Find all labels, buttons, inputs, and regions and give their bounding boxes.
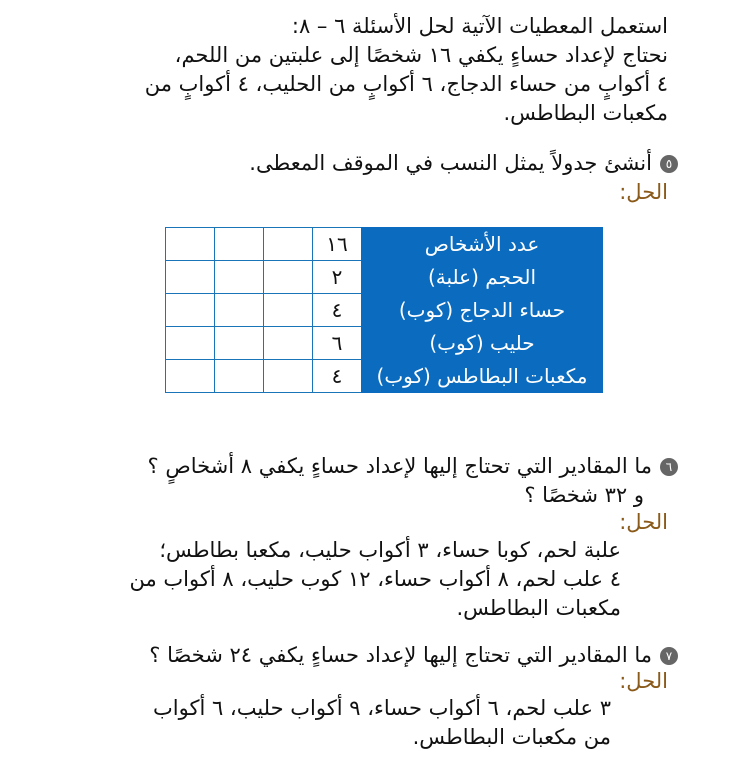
question-7 [149, 641, 678, 670]
intro-line-1: استعمل المعطيات الآتية لحل الأسئلة ٦ – ٨: [291, 14, 668, 38]
question-5-text: أنشئ جدولاً يمثل النسب في الموقف المعطى. [249, 151, 652, 175]
table-cell-empty [264, 327, 313, 360]
table-cell-empty [264, 261, 313, 294]
answer-6-line-2: ٤ علب لحم، ٨ أكواب حساء، ١٢ كوب حليب، ٨ أكواب من [129, 567, 621, 591]
table-row [166, 261, 603, 294]
table-cell-value: ١٦ [313, 228, 362, 261]
table-row-label: مكعبات البطاطس (كوب) [362, 360, 603, 393]
table-row-label: عدد الأشخاص [362, 228, 603, 261]
table-cell-empty [215, 228, 264, 261]
intro-line-2: نحتاج لإعداد حساءٍ يكفي ١٦ شخصًا إلى علبتين من اللحم، [174, 43, 668, 67]
table-cell-empty [166, 261, 215, 294]
answer-6-line-1: علبة لحم، كوبا حساء، ٣ أكواب حليب، مكعبا بطاطس؛ [159, 538, 621, 562]
question-5 [249, 149, 678, 178]
table-cell-empty [215, 294, 264, 327]
table-row-label: حساء الدجاج (كوب) [362, 294, 603, 327]
question-6 [148, 452, 678, 481]
table-row [166, 228, 603, 261]
table-cell-value: ٢ [313, 261, 362, 294]
table-cell-value: ٤ [313, 294, 362, 327]
solution-label-7: الحل: [619, 669, 668, 693]
table-cell-empty [264, 294, 313, 327]
question-7-text: ما المقادير التي تحتاج إليها لإعداد حساءٍ يكفي ٢٤ شخصًا ؟ [149, 643, 652, 667]
table-cell-empty [166, 327, 215, 360]
table-cell-empty [166, 294, 215, 327]
table-row-label: حليب (كوب) [362, 327, 603, 360]
table-row [166, 327, 603, 360]
table-cell-empty [166, 228, 215, 261]
question-number-badge: ٦ [660, 458, 678, 476]
question-number-badge: ٥ [660, 155, 678, 173]
table-row-label: الحجم (علبة) [362, 261, 603, 294]
table-cell-empty [215, 261, 264, 294]
table-cell-empty [166, 360, 215, 393]
question-6-text-line-2: و ٣٢ شخصًا ؟ [524, 483, 644, 507]
question-6-text: ما المقادير التي تحتاج إليها لإعداد حساءٍ يكفي ٨ أشخاصٍ ؟ [147, 454, 652, 478]
table-cell-value: ٦ [313, 327, 362, 360]
table-cell-empty [215, 360, 264, 393]
answer-7-line-2: من مكعبات البطاطس. [412, 725, 611, 749]
solution-label-5: الحل: [619, 180, 668, 204]
solution-label-6: الحل: [619, 510, 668, 534]
table-cell-empty [264, 360, 313, 393]
table-cell-value: ٤ [313, 360, 362, 393]
intro-line-4: مكعبات البطاطس. [503, 101, 668, 125]
question-number-badge: ٧ [660, 647, 678, 665]
answer-7-line-1: ٣ علب لحم، ٦ أكواب حساء، ٩ أكواب حليب، ٦ أكواب [153, 696, 611, 720]
answer-6-line-3: مكعبات البطاطس. [456, 596, 621, 620]
table-cell-empty [264, 228, 313, 261]
intro-line-3: ٤ أكوابٍ من حساء الدجاج، ٦ أكوابٍ من الحليب، ٤ أكوابٍ من [144, 72, 668, 96]
table-row [166, 294, 603, 327]
ratio-table [165, 227, 603, 393]
table-cell-empty [215, 327, 264, 360]
table-row [166, 360, 603, 393]
